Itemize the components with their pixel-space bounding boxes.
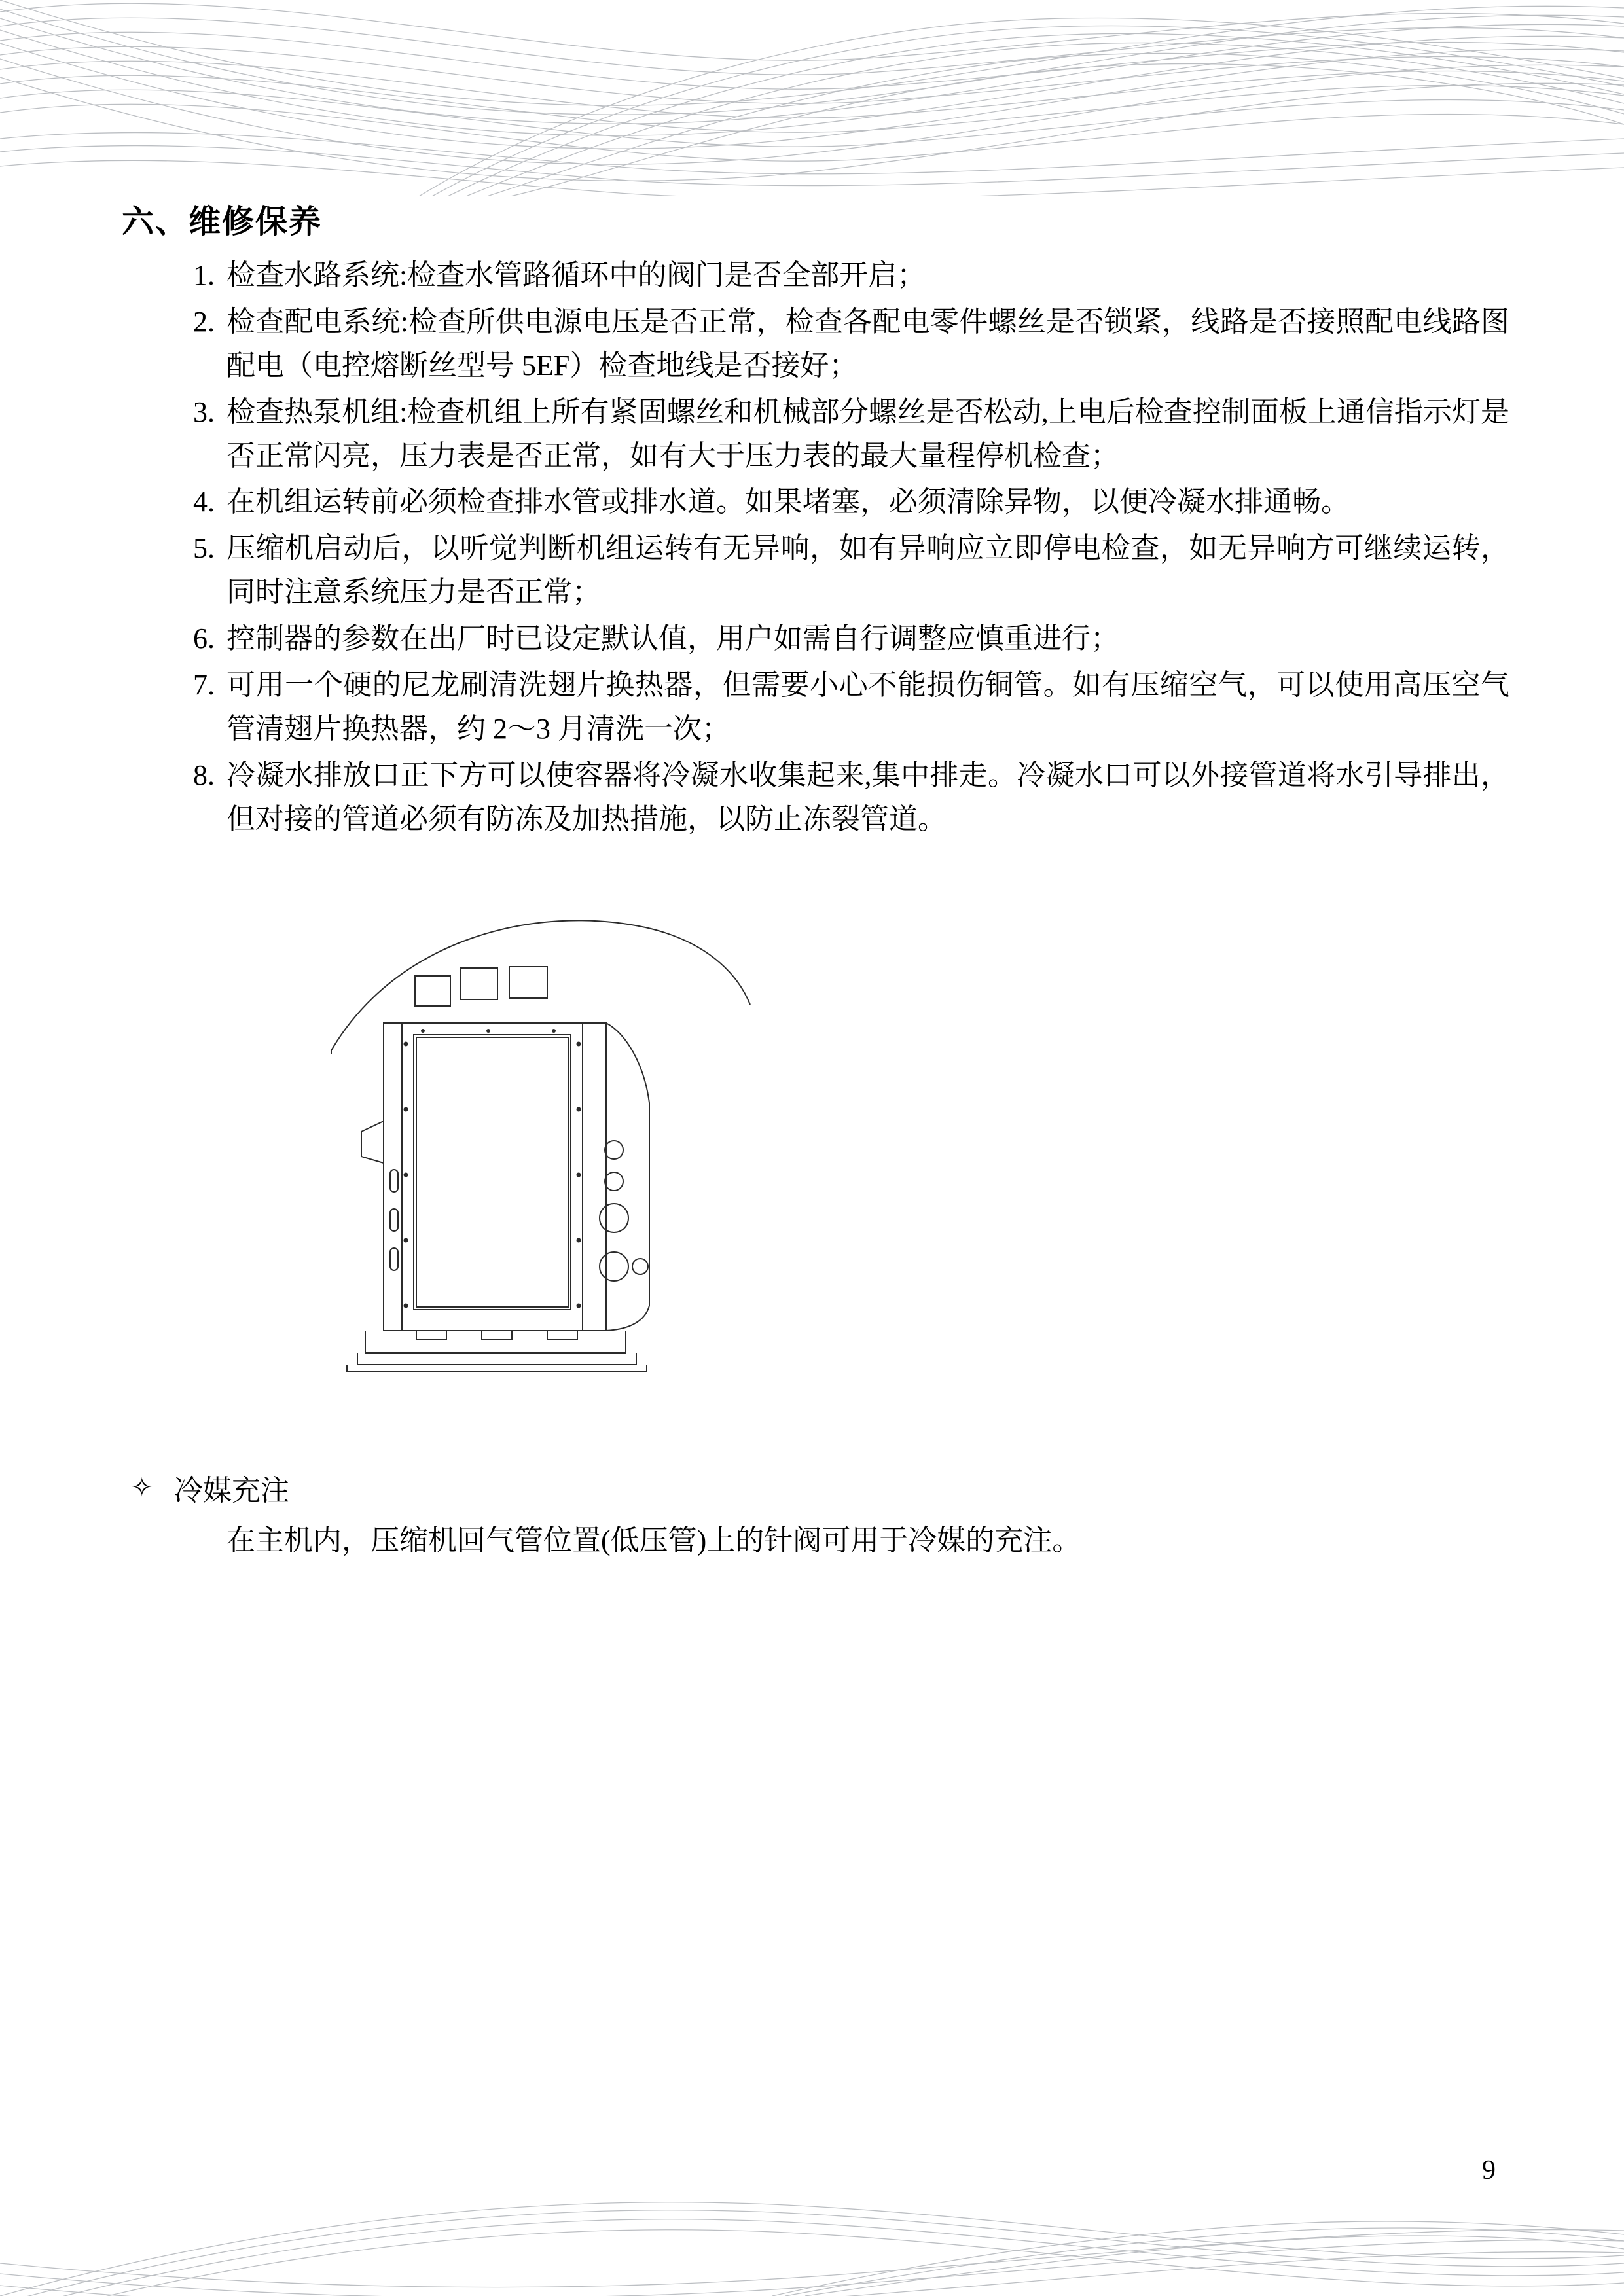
list-item-number: 4.: [193, 486, 215, 518]
heat-pump-unit-figure: [122, 913, 1509, 1424]
heat-pump-diagram: [318, 913, 803, 1424]
maintenance-list: [122, 254, 1509, 841]
bullet-heading-text: 冷媒充注: [174, 1475, 289, 1507]
page-number: 9: [1482, 2155, 1496, 2185]
list-item-text: 检查热泵机组:检查机组上所有紧固螺丝和机械部分螺丝是否松动,上电后检查控制面板上通信指示灯是否正常闪亮，压力表是否正常，如有大于压力表的最大量程停机检查；: [226, 395, 1509, 472]
list-item-number: 7.: [193, 668, 215, 701]
decorative-wave-top: [0, 0, 1624, 196]
list-item-number: 6.: [193, 622, 215, 655]
diamond-bullet-icon: ✧: [131, 1473, 153, 1503]
list-item: [122, 300, 1509, 388]
list-item-number: 3.: [193, 395, 215, 428]
list-item: [122, 254, 1509, 298]
list-item-text: 检查配电系统:检查所供电源电压是否正常，检查各配电零件螺丝是否锁紧，线路是否接照配电线路图配电（电控熔断丝型号 5EF）检查地线是否接好；: [226, 305, 1509, 382]
page-content: [122, 196, 1509, 1562]
list-item-text: 可用一个硬的尼龙刷清洗翅片换热器，但需要小心不能损伤铜管。如有压缩空气，可以使用高压空气管清翅片换热器，约 2～3 月清洗一次；: [226, 668, 1509, 745]
list-item-text: 检查水路系统:检查水管路循环中的阀门是否全部开启；: [226, 259, 926, 291]
list-item-number: 5.: [193, 532, 215, 565]
list-item-number: 8.: [193, 759, 215, 791]
list-item-text: 控制器的参数在出厂时已设定默认值，用户如需自行调整应慎重进行；: [226, 622, 1119, 655]
list-item: [122, 480, 1509, 524]
list-item: [122, 617, 1509, 661]
list-item: [122, 754, 1509, 842]
list-item-text: 压缩机启动后，以听觉判断机组运转有无异响，如有异响应立即停电检查，如无异响方可继续运转，同时注意系统压力是否正常；: [226, 532, 1509, 609]
bullet-heading: [122, 1469, 1509, 1513]
list-item: [122, 527, 1509, 615]
page-title: 六、维修保养: [122, 204, 323, 240]
list-item: [122, 391, 1509, 478]
refrigerant-charging-block: [122, 1469, 1509, 1562]
list-item-number: 2.: [193, 305, 215, 338]
list-item: [122, 664, 1509, 751]
decorative-wave-bottom: [0, 2132, 1624, 2296]
bullet-body-text: 在主机内，压缩机回气管位置(低压管)上的针阀可用于冷媒的充注。: [226, 1524, 1081, 1557]
list-item-number: 1.: [193, 259, 215, 291]
list-item-text: 在机组运转前必须检查排水管或排水道。如果堵塞，必须清除异物，以便冷凝水排通畅。: [226, 486, 1350, 518]
list-item-text: 冷凝水排放口正下方可以使容器将冷凝水收集起来,集中排走。冷凝水口可以外接管道将水引导排出，但对接的管道必须有防冻及加热措施，以防止冻裂管道。: [226, 759, 1509, 835]
